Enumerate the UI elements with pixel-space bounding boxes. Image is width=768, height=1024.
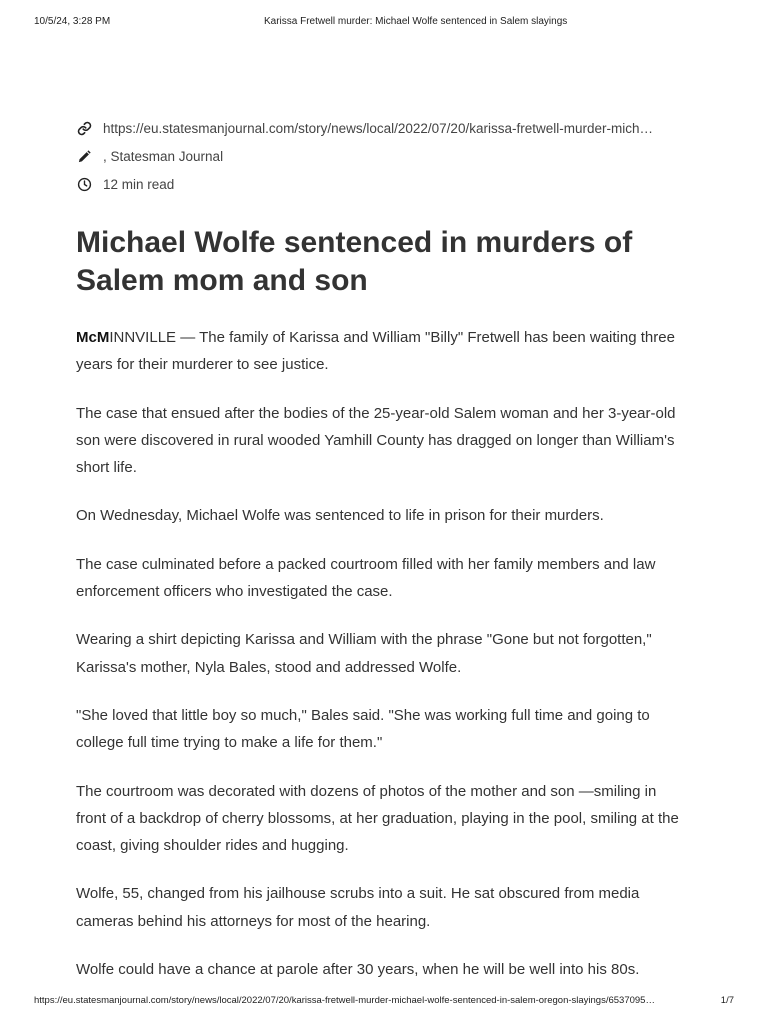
footer-url: https://eu.statesmanjournal.com/story/news/local/2022/07/20/karissa-fretwell-murder-michael-wolfe-sentenced-in-salem-oregon-slayings/6537095…	[34, 995, 655, 1006]
print-datetime: 10/5/24, 3:28 PM	[34, 16, 111, 27]
paragraph: The case culminated before a packed courtroom filled with her family members and law enforcement officers who investigated the case.	[76, 555, 656, 601]
paragraph: Wolfe could have a chance at parole after 30 years, when he will be well into his 80s.	[76, 961, 640, 979]
paragraph: Wearing a shirt depicting Karissa and William with the phrase "Gone but not forgotten," Karissa's mother, Nyla Bales, stood and addressed Wolfe.	[76, 631, 652, 676]
paragraph: Wolfe, 55, changed from his jailhouse scrubs into a suit. He sat obscured from media cameras behind his attorneys for most of the hearing.	[76, 885, 640, 930]
paragraph: On Wednesday, Michael Wolfe was sentenced to life in prison for their murders.	[76, 507, 604, 525]
print-header	[34, 16, 734, 27]
link-icon	[76, 120, 92, 136]
source-url[interactable]: https://eu.statesmanjournal.com/story/news/local/2022/07/20/karissa-fretwell-murder-mich…	[103, 120, 653, 136]
read-time-row	[76, 170, 676, 198]
clock-icon	[76, 176, 92, 192]
pen-icon	[76, 148, 92, 164]
paragraph: The courtroom was decorated with dozens of photos of the mother and son —smiling in front of a backdrop of cherry blossoms, at her graduation, playing in the pool, smiling at the coast, giving shoulder rides and hugging.	[76, 782, 679, 855]
read-time: 12 min read	[103, 176, 175, 192]
source-url-row	[76, 114, 676, 142]
article-body	[76, 324, 686, 1004]
article-headline: Michael Wolfe sentenced in murders of Salem mom and son	[76, 226, 633, 297]
print-footer	[34, 995, 734, 1006]
lead-text: INNVILLE — The family of Karissa and William "Billy" Fretwell has been waiting three years for their murderer to see justice.	[76, 329, 675, 374]
dateline-bold: McM	[76, 329, 110, 346]
print-document-title: Karissa Fretwell murder: Michael Wolfe sentenced in Salem slayings	[264, 16, 568, 27]
paragraph: "She loved that little boy so much," Bales said. "She was working full time and going to college full time trying to make a life for them."	[76, 706, 650, 752]
author-byline: , Statesman Journal	[103, 148, 224, 164]
paragraph: The case that ensued after the bodies of the 25-year-old Salem woman and her 3-year-old son were discovered in rural wooded Yamhill County has dragged on longer than William's short life.	[76, 404, 676, 477]
author-row	[76, 142, 676, 170]
lead-paragraph	[76, 324, 686, 379]
page-number: 1/7	[720, 995, 734, 1006]
article-meta	[76, 114, 676, 198]
